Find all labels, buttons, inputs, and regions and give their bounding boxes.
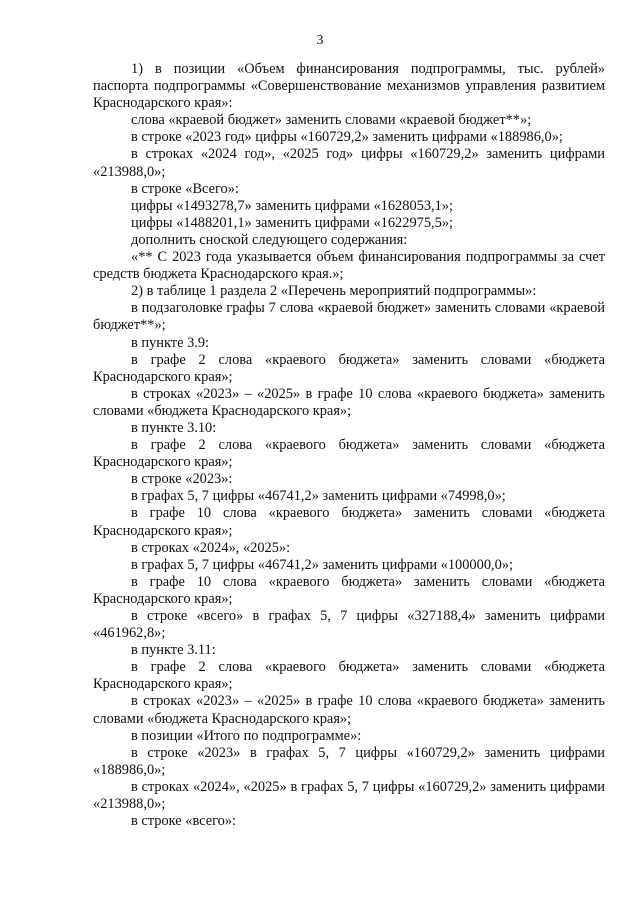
paragraph: в строке «всего» в графах 5, 7 цифры «327188,4» заменить цифрами «461962,8»; [93, 608, 605, 642]
paragraph: в строках «2024», «2025» в графах 5, 7 цифры «160729,2» заменить цифрами «213988,0»; [93, 778, 605, 813]
paragraph: в графе 2 слова «краевого бюджета» заменить словами «бюджета Краснодарского края»; [93, 437, 605, 471]
paragraph: слова «краевой бюджет» заменить словами «краевой бюджет**»; [131, 112, 532, 129]
paragraph: «** С 2023 года указывается объем финансирования подпрограммы за счет средств бюджета Краснодарского края.»; [93, 249, 605, 283]
paragraph: цифры «1493278,7» заменить цифрами «1628053,1»; [131, 197, 454, 214]
paragraph: в подзаголовке графы 7 слова «краевой бюджет» заменить словами «краевой бюджет**»; [93, 300, 605, 334]
paragraph: в пункте 3.10: [131, 419, 217, 436]
paragraph: 1) в позиции «Объем финансирования подпрограммы, тыс. рублей» паспорта подпрограммы «Совершенствование механизмов управления развитием Краснодарского края»: [93, 61, 605, 112]
paragraph: в пункте 3.11: [131, 642, 216, 659]
paragraph: в графах 5, 7 цифры «46741,2» заменить цифрами «74998,0»; [131, 488, 506, 505]
paragraph: в строке «2023»: [131, 471, 233, 488]
paragraph: в графе 10 слова «краевого бюджета» заменить словами «бюджета Краснодарского края»; [93, 573, 605, 607]
paragraph: в строках «2024 год», «2025 год» цифры «160729,2» заменить цифрами «213988,0»; [93, 146, 605, 180]
paragraph: 2) в таблице 1 раздела 2 «Перечень мероприятий подпрограммы»: [131, 283, 537, 300]
paragraph: в позиции «Итого по подпрограмме»: [131, 727, 362, 744]
paragraph: в графе 2 слова «краевого бюджета» заменить словами «бюджета Краснодарского края»; [93, 659, 605, 693]
paragraph: в строке «2023» в графах 5, 7 цифры «160729,2» заменить цифрами «188986,0»; [93, 744, 605, 778]
paragraph: в строках «2024», «2025»: [131, 539, 291, 556]
paragraph: в пункте 3.9: [131, 334, 210, 351]
paragraph: в графе 2 слова «краевого бюджета» заменить словами «бюджета Краснодарского края»; [93, 351, 605, 385]
page-number: 3 [316, 33, 324, 48]
paragraph: в строках «2023» – «2025» в графе 10 слова «краевого бюджета» заменить словами «бюджета Краснодарского края»; [93, 693, 605, 727]
paragraph: в строке «Всего»: [131, 180, 239, 197]
document-body [93, 61, 605, 830]
paragraph: в строке «всего»: [131, 813, 237, 830]
paragraph: дополнить сноской следующего содержания: [131, 231, 408, 248]
paragraph: цифры «1488201,1» заменить цифрами «1622975,5»; [131, 214, 454, 231]
paragraph: в строке «2023 год» цифры «160729,2» заменить цифрами «188986,0»; [131, 129, 563, 146]
paragraph: в строках «2023» – «2025» в графе 10 слова «краевого бюджета» заменить словами «бюджета Краснодарского края»; [93, 385, 605, 419]
paragraph: в графе 10 слова «краевого бюджета» заменить словами «бюджета Краснодарского края»; [93, 505, 605, 539]
paragraph: в графах 5, 7 цифры «46741,2» заменить цифрами «100000,0»; [131, 556, 513, 573]
